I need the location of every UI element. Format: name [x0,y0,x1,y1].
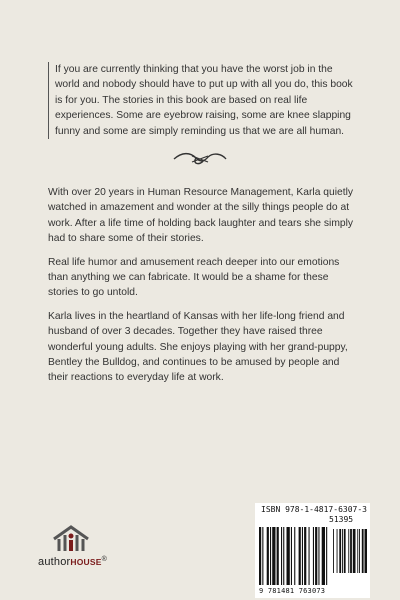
author-bio [48,185,358,394]
bio-paragraph: Karla lives in the heartland of Kansas with her life-long friend and husband of over 3 decades. Together they have raised three wonderful young adults. She enjoys playing with her grand-puppy, Bentley the Bulldog, and continues to be amused by people and their reactions to everyday life at work. [48,310,348,384]
scroll-flourish-icon [170,150,230,168]
price-code: 51395 [329,515,354,524]
publisher-name: authorHOUSE® [38,556,107,568]
ean-digits: 9 781481 763073 [259,587,326,595]
publisher-logo [38,525,108,585]
isbn-label: ISBN 978-1-4817-6307-3 [261,505,367,514]
barcode-bars [259,527,367,587]
bio-paragraph: With over 20 years in Human Resource Management, Karla quietly watched in amazement and wonder at the silly things people do at work. After a life time of holding back laughter and tears she simply had to share some of their stories. [48,187,354,245]
isbn-barcode [255,503,370,598]
intro-paragraph: If you are currently thinking that you have the worst job in the world and nobody should have to put up with all you do, this book is for you. The stories in this book are based on real life experiences. Some are eyebrow raising, some are knee slapping funny and some are simply reminding us that we are all human. [48,62,355,139]
bio-paragraph: Real life humor and amusement reach deeper into our emotions than anything we can fabricate. It would be a shame for these stories to go untold. [48,256,340,299]
authorhouse-logo-icon [52,525,90,553]
